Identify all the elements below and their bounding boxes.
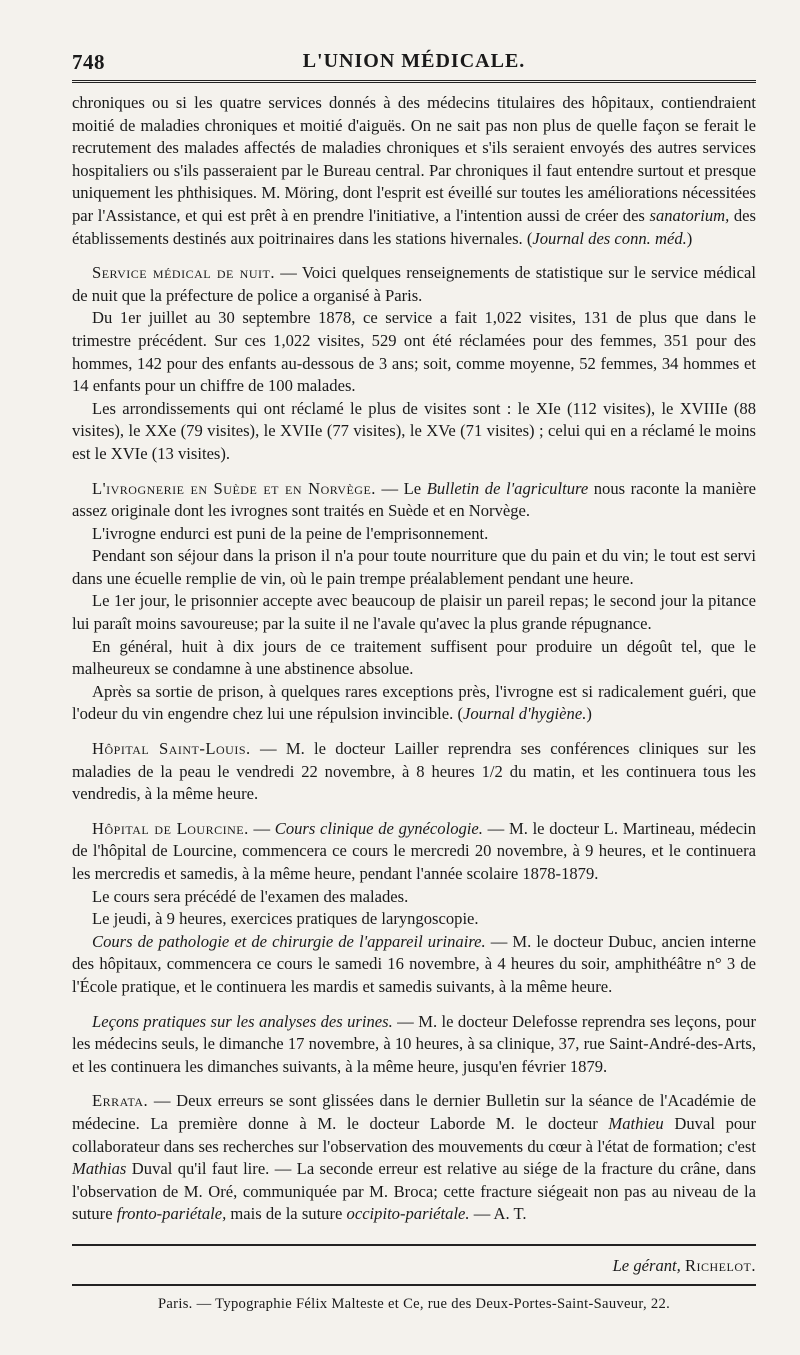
- section-errata: Errata. — Deux erreurs se sont glissées dans le dernier Bulletin sur la séance de l'Académie de médecine. La première donne à M. le docteur Laborde M. le docteur Mathieu Duval pour collaborateur dans ses recherches sur l'observation des mouvements du cœur à l'état de formation; c'est Mathias Duval qu'il faut lire. — La seconde erreur est relative au siége de la fracture du crâne, dans l'observation de M. Oré, communiquée par M. Broca; cette fracture siégeait non pas au niveau de la suture fronto-pariétale, mais de la suture occipito-pariétale. — A. T.: [72, 1091, 756, 1224]
- section-ivrognerie: L'ivrognerie en Suède et en Norvège. — Le Bulletin de l'agriculture nous raconte la manière assez originale dont les ivrognes sont traités en Suède et en Norvège.: [72, 478, 756, 521]
- paragraph-chroniques: chroniques ou si les quatre services donnés à des médecins titulaires des hôpitaux, contiendraient moitié de maladies chroniques et moitié d'aiguës. On ne sait pas non plus de quelle façon se ferait le recrutement des malades affectés de maladies chroniques et s'ils seraient envoyés des autres services hospitaliers ou s'ils passeraient par le Bureau central. Par chroniques il faut entendre surtout et presque uniquement les phthisiques. M. Möring, dont l'esprit est éveillé sur toutes les améliorations nécessitées par l'Assistance, et qui est prêt à en prendre l'initiative, a l'intention aussi de créer des sanatorium, des établissements destinés aux poitrinaires dans les stations hivernales. (Journal des conn. méd.): [72, 93, 756, 248]
- article-body: [72, 92, 756, 1226]
- paragraph: En général, huit à dix jours de ce traitement suffisent pour produire un dégoût tel, que le malheureux se condamne à une abstinence absolue.: [72, 636, 756, 679]
- page-number: 748: [72, 50, 105, 74]
- paragraph: Après sa sortie de prison, à quelques rares exceptions près, l'ivrogne est si radicalement guéri, que l'odeur du vin engendre chez lui une répulsion invincible. (Journal d'hygiène.): [72, 681, 756, 724]
- paragraph: Le cours sera précédé de l'examen des malades.: [92, 886, 409, 906]
- section-heading: Hôpital de Lourcine.: [92, 818, 249, 838]
- section-heading: L'ivrognerie en Suède et en Norvège.: [92, 478, 376, 498]
- section-lourcine: Hôpital de Lourcine. — Cours clinique de gynécologie. — M. le docteur L. Martineau, médecin de l'hôpital de Lourcine, commencera ce cours le mercredi 20 novembre, à 9 heures, et le continuera les mercredis et samedis, à la même heure, pendant l'année scolaire 1878-1879.: [72, 818, 756, 883]
- footer-rule: [72, 1284, 756, 1286]
- paragraph: L'ivrogne endurci est puni de la peine de l'emprisonnement.: [92, 523, 489, 543]
- section-service-nuit: Service médical de nuit. — Voici quelques renseignements de statistique sur le service médical de nuit que la préfecture de police a organisé à Paris.: [72, 263, 756, 305]
- footer-rule: [72, 1244, 756, 1246]
- journal-title: L'UNION MÉDICALE.: [302, 50, 526, 72]
- section-heading: Errata.: [92, 1091, 149, 1111]
- page-header: [72, 44, 756, 80]
- section-urines: Leçons pratiques sur les analyses des urines. — M. le docteur Delefosse reprendra ses leçons, pour les médecins seuls, le dimanche 17 novembre, à 10 heures, à sa clinique, 37, rue Saint-André-des-Arts, et les continuera les dimanches suivants, à la même heure, jusqu'en février 1879.: [72, 1011, 756, 1076]
- section-urinaire: Cours de pathologie et de chirurgie de l'appareil urinaire. — M. le docteur Dubuc, ancien interne des hôpitaux, commencera ce cours le samedi 16 novembre, à 4 heures du soir, amphithéâtre n° 3 de l'École pratique, et le continuera les mardis et samedis suivants, à la même heure.: [72, 931, 756, 996]
- paragraph: Du 1er juillet au 30 septembre 1878, ce service a fait 1,022 visites, 131 de plus que dans le trimestre précédent. Sur ces 1,022 visites, 529 ont été réclamées pour des femmes, 351 pour des hommes, 142 pour des enfants au-dessous de 3 ans; soit, comme moyenne, 52 femmes, 34 hommes et 14 enfants pour un chiffre de 100 malades.: [72, 308, 756, 396]
- header-rule: [72, 80, 756, 84]
- section-heading: Service médical de nuit.: [92, 263, 275, 283]
- paragraph: Pendant son séjour dans la prison il n'a pour toute nourriture que du pain et du vin; le tout est servi dans une écuelle remplie de vin, où le pain trempe préalablement pendant une heure.: [72, 546, 756, 588]
- paragraph: Les arrondissements qui ont réclamé le plus de visites sont : le XIe (112 visites), le XVIIIe (88 visites), le XXe (79 visites), le XVIIe (77 visites), le XVe (71 visites) ; celui qui en a réclamé le moins est le XVIe (13 visites).: [72, 398, 756, 463]
- section-heading: Hôpital Saint-Louis.: [92, 739, 251, 759]
- paragraph: Le jeudi, à 9 heures, exercices pratiques de laryngoscopie.: [92, 909, 479, 929]
- signature: Le gérant, Richelot.: [612, 1255, 756, 1275]
- paragraph: Le 1er jour, le prisonnier accepte avec beaucoup de plaisir un pareil repas; le second jour la pitance lui paraît moins savoureuse; par la suite il ne l'avale qu'avec la plus grande répugnance.: [72, 591, 756, 634]
- section-saint-louis: Hôpital Saint-Louis. — M. le docteur Lailler reprendra ses conférences cliniques sur les maladies de la peau le vendredi 22 novembre, à 8 heures 1/2 du matin, et les continuera tous les vendredis, à la même heure.: [72, 739, 756, 804]
- imprint: Paris. — Typographie Félix Malteste et Ce, rue des Deux-Portes-Saint-Sauveur, 22.: [157, 1295, 671, 1312]
